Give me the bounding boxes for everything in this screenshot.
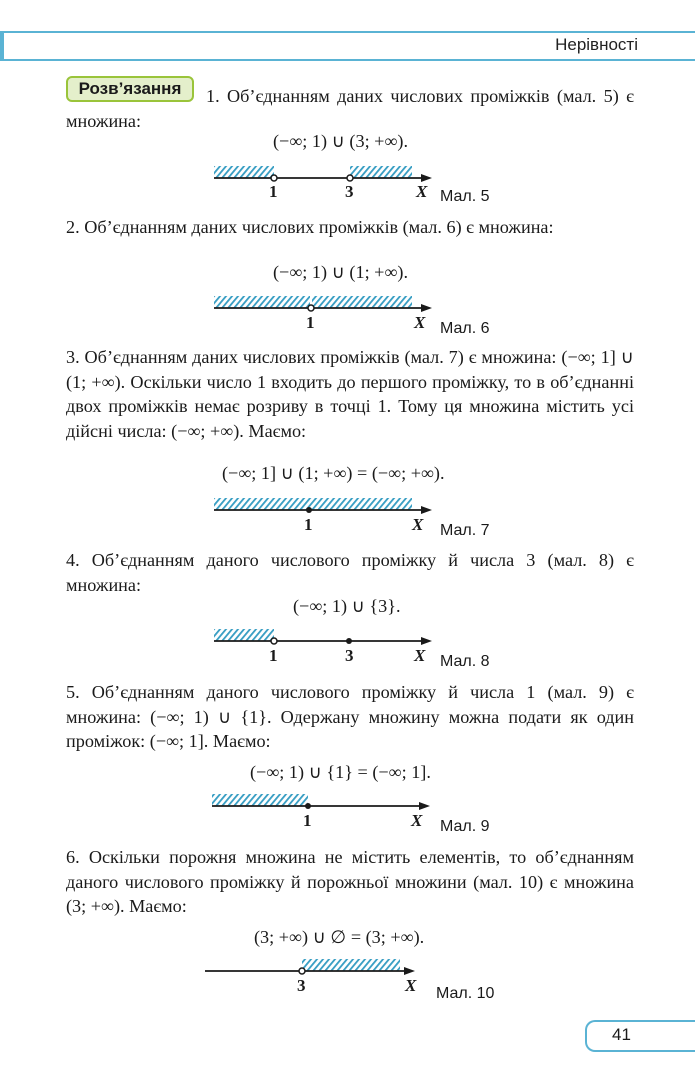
solution-badge: Розв’язання xyxy=(66,76,194,102)
open-point xyxy=(271,175,277,181)
open-point xyxy=(299,968,305,974)
paragraph-4: 4. Об’єднанням даного числового проміжку й числа 3 (мал. 8) є множина: xyxy=(66,550,634,595)
number-line-fig7 xyxy=(200,492,440,532)
hatch-region xyxy=(214,296,310,308)
axis-label: X xyxy=(405,976,417,995)
hatch-region xyxy=(302,959,400,971)
paragraph-5: 5. Об’єднанням даного числового проміжку й числа 1 (мал. 9) є множина: (−∞; 1) ∪ {1}. Одержану множину можна подати як один проміжок: (−∞; 1]. Маємо: xyxy=(66,682,634,751)
hatch-region xyxy=(212,794,308,806)
figure-caption: Мал. 8 xyxy=(440,653,490,670)
hatch-region xyxy=(350,166,412,178)
hatch-region xyxy=(214,166,274,178)
paragraph-6: 6. Оскільки порожня множина не містить елементів, то об’єднанням даного числового проміжку й порожньої множини (мал. 10) є множина (3; +∞). Маємо: xyxy=(66,847,634,916)
figure-caption: Мал. 10 xyxy=(436,985,495,1002)
formula-6: (3; +∞) ∪ ∅ = (3; +∞). xyxy=(254,927,425,947)
open-point xyxy=(308,305,314,311)
formula-3: (−∞; 1] ∪ (1; +∞) = (−∞; +∞). xyxy=(222,463,445,483)
axis-arrow xyxy=(421,304,432,312)
figure-caption: Мал. 5 xyxy=(440,188,490,205)
open-point xyxy=(347,175,353,181)
filled-point xyxy=(305,803,311,809)
tick-label: 1 xyxy=(304,515,313,534)
tick-label: 3 xyxy=(345,646,354,665)
hatch-region xyxy=(214,629,274,641)
section-title: Нерівності xyxy=(555,35,638,54)
hatch-region xyxy=(312,296,412,308)
page-number: 41 xyxy=(612,1025,631,1044)
tick-label: 1 xyxy=(306,313,315,332)
number-line-fig10 xyxy=(195,953,435,993)
axis-label: X xyxy=(414,646,426,665)
figure-caption: Мал. 7 xyxy=(440,522,490,539)
axis-label: X xyxy=(414,313,426,332)
axis-label: X xyxy=(416,182,428,201)
number-line-fig8 xyxy=(200,623,440,663)
figure-caption: Мал. 6 xyxy=(440,320,490,337)
axis-arrow xyxy=(419,802,430,810)
axis-arrow xyxy=(421,637,432,645)
figure-caption: Мал. 9 xyxy=(440,818,490,835)
tick-label: 3 xyxy=(345,182,354,201)
number-line-fig9 xyxy=(200,788,440,828)
hatch-region xyxy=(214,498,412,510)
axis-arrow xyxy=(421,174,432,182)
paragraph-2: 2. Об’єднанням даних числових проміжків (мал. 6) є множина: xyxy=(66,217,554,237)
axis-arrow xyxy=(421,506,432,514)
paragraph-3: 3. Об’єднанням даних числових проміжків (мал. 7) є множина: (−∞; 1] ∪ (1; +∞). Оскільки число 1 входить до першого проміжку, то в об’єднанні двох проміжків немає розриву в точці 1. Тому ця множина містить усі дійсні числа: (−∞; +∞). Маємо: xyxy=(66,347,634,441)
filled-point xyxy=(306,507,312,513)
formula-1: (−∞; 1) ∪ (3; +∞). xyxy=(273,131,409,151)
paragraph-1: 1. Об’єднанням даних числових проміжків (мал. 5) є множина: xyxy=(66,86,634,131)
page-number-box xyxy=(585,1020,695,1052)
open-point xyxy=(271,638,277,644)
tick-label: 1 xyxy=(269,182,278,201)
number-line-fig5 xyxy=(200,160,440,200)
axis-arrow xyxy=(404,967,415,975)
number-line-fig6 xyxy=(200,290,440,330)
tick-label: 1 xyxy=(269,646,278,665)
formula-4: (−∞; 1) ∪ {3}. xyxy=(293,596,401,616)
header-accent xyxy=(0,31,4,61)
axis-label: X xyxy=(412,515,424,534)
tick-label: 3 xyxy=(297,976,306,995)
filled-point xyxy=(346,638,352,644)
axis-label: X xyxy=(411,811,423,830)
formula-5: (−∞; 1) ∪ {1} = (−∞; 1]. xyxy=(250,762,431,782)
formula-2: (−∞; 1) ∪ (1; +∞). xyxy=(273,262,409,282)
tick-label: 1 xyxy=(303,811,312,830)
